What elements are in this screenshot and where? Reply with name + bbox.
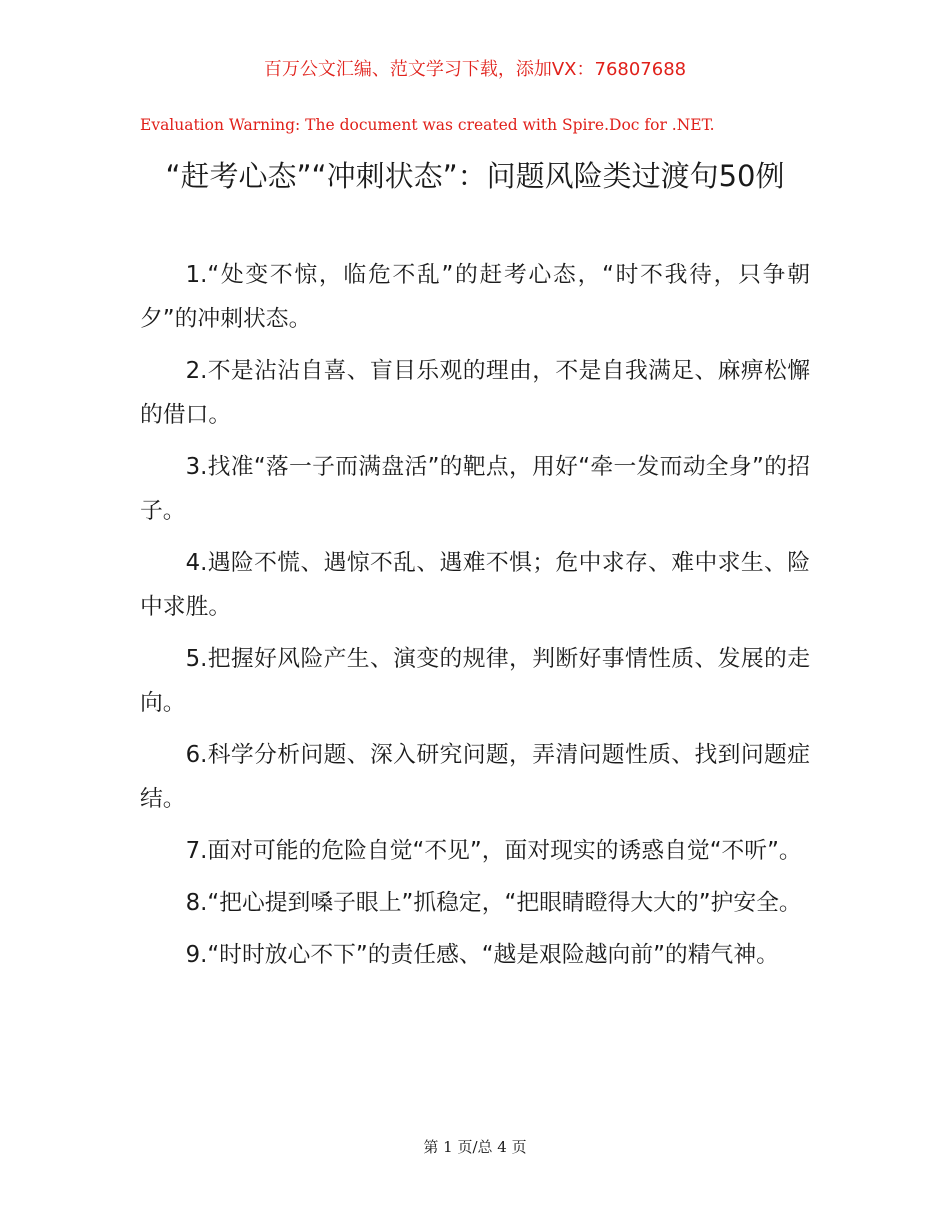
evaluation-warning: Evaluation Warning: The document was created with Spire.Doc for .NET. bbox=[140, 116, 715, 134]
document-title: “赶考心态”“冲刺状态”：问题风险类过渡句50例 bbox=[165, 159, 785, 193]
paragraph-8: 8.“把心提到嗓子眼上”抓稳定，“把眼睛瞪得大大的”护安全。 bbox=[185, 890, 802, 916]
paragraph-2: 2.不是沾沾自喜、盲目乐观的理由，不是自我满足、麻痹松懈的借口。 bbox=[140, 358, 810, 428]
promo-header: 百万公文汇编、范文学习下载，添加VX：76807688 bbox=[263, 59, 687, 80]
paragraph-5: 5.把握好风险产生、演变的规律，判断好事情性质、发展的走向。 bbox=[140, 646, 810, 716]
paragraph-3: 3.找准“落一子而满盘活”的靶点，用好“牵一发而动全身”的招子。 bbox=[140, 454, 810, 524]
page-number-footer: 第 1 页/总 4 页 bbox=[423, 1138, 527, 1156]
paragraph-4: 4.遇险不慌、遇惊不乱、遇难不惧；危中求存、难中求生、险中求胜。 bbox=[140, 550, 810, 620]
paragraph-6: 6.科学分析问题、深入研究问题，弄清问题性质、找到问题症结。 bbox=[140, 742, 810, 812]
paragraph-7: 7.面对可能的危险自觉“不见”，面对现实的诱惑自觉“不听”。 bbox=[185, 838, 802, 864]
paragraph-9: 9.“时时放心不下”的责任感、“越是艰险越向前”的精气神。 bbox=[185, 942, 779, 968]
paragraph-1: 1.“处变不惊，临危不乱”的赶考心态，“时不我待，只争朝夕”的冲刺状态。 bbox=[140, 262, 810, 332]
document-body bbox=[140, 253, 810, 985]
